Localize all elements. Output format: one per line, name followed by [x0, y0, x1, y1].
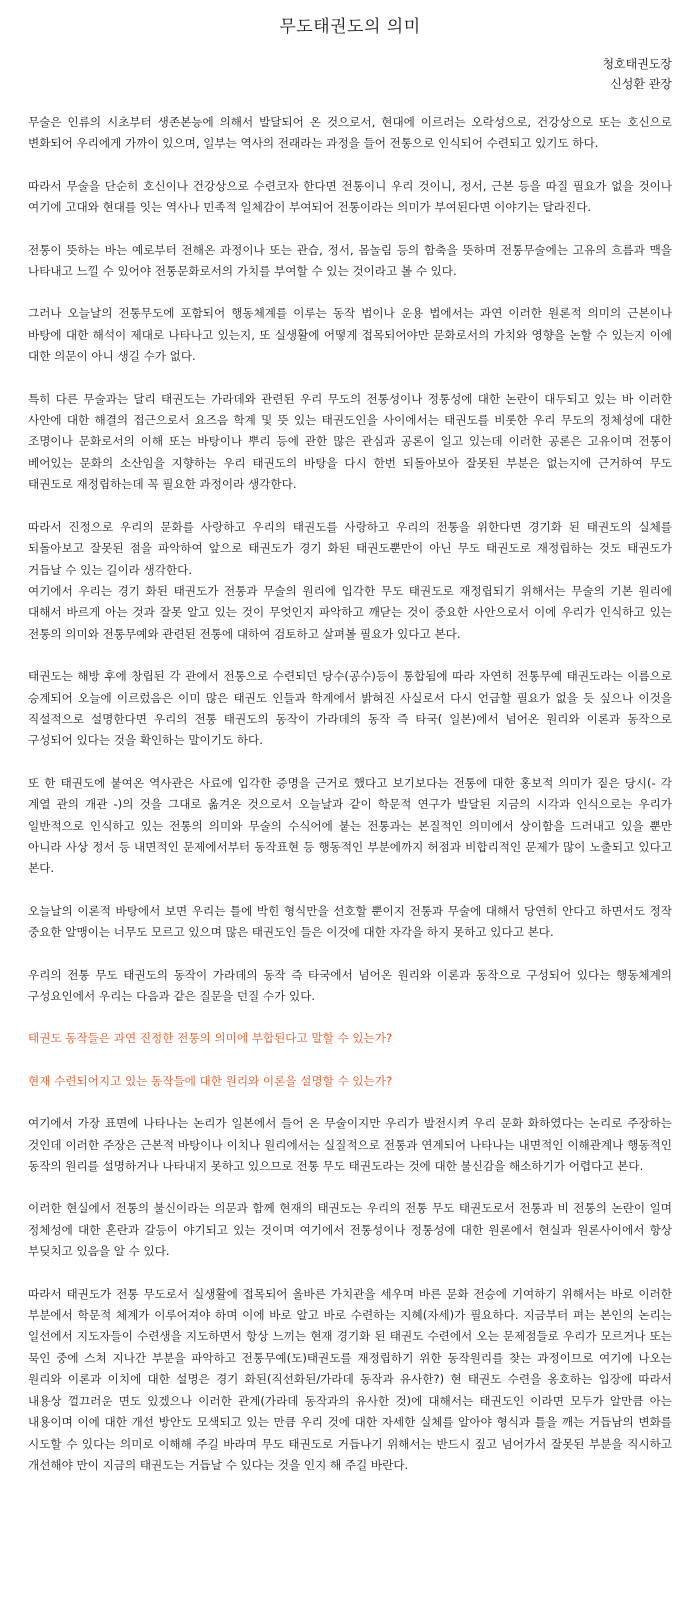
body-paragraph: 오늘날의 이론적 바탕에서 보면 우리는 틀에 박힌 형식만을 선호할 뿐이지 전통과 무술에 대해서 당연히 안다고 하면서도 정작 중요한 알맹이는 너무도 모르고 있으며 많은 태권도인 들은 이것에 대한 자각을 하지 못하고 있다고 본다.	[28, 903, 672, 940]
author-name: 신성환 관장	[610, 77, 672, 91]
page-title: 무도태권도의 의미	[279, 17, 421, 37]
body-paragraph: 또 한 태권도에 붙여온 역사관은 사료에 입각한 증명을 근거로 했다고 보기보다는 전통에 대한 홍보적 의미가 짙은 당시(- 각 계열 관의 개관 -)의 것을 그대로 옮겨온 것으로서 오늘날과 같이 학문적 연구가 발달된 지금의 시각과 인식으로는 우리가 일반적으로 인식하고 있는 전통의 의미와 무술의 수식어에 붙는 전통과는 본질적인 의미에서 상이함을 드러내고 있을 뿐만 아니라 사상 정서 등 내면적인 문제에서부터 동작표현 등 행동적인 부분에까지 허점과 비합리적인 문제가 많이 노출되고 있다고 본다.	[28, 775, 672, 876]
body-paragraph: 따라서 진정으로 우리의 문화를 사랑하고 우리의 태권도를 사랑하고 우리의 전통을 위한다면 경기화 된 태권도의 실체를 되돌아보고 잘못된 점을 파악하여 앞으로 태권도가 경기 화된 태권도뿐만이 아닌 무도 태권도로 재정립하는 것도 태권도가 거듭날 수 있는 길이라 생각한다.	[28, 519, 672, 577]
article-body	[28, 112, 672, 1476]
body-paragraph: 여기에서 우리는 경기 화된 태권도가 전통과 무술의 원리에 입각한 무도 태권도로 재정립되기 위해서는 무술의 기본 원리에 대해서 바르게 아는 것과 잘못 알고 있는 것이 무엇인지 파악하고 깨닫는 것이 중요한 사안으로서 이에 우리가 인식하고 있는 전통의 의미와 전통무예와 관련된 전통에 대하여 검토하고 살펴볼 필요가 있다고 본다.	[28, 583, 672, 641]
body-paragraph: 여기에서 가장 표면에 나타나는 논리가 일본에서 들어 온 무술이지만 우리가 발전시켜 우리 문화 화하였다는 논리로 주장하는 것인데 이러한 주장은 근본적 바탕이나 이치나 원리에서는 실질적으로 전통과 연계되어 나타나는 내면적인 이해관계나 행동적인 동작의 원리를 설명하거나 나타내지 못하고 있으므로 전통 무도 태권도라는 것에 대한 불신감을 해소하기가 어렵다고 본다.	[28, 1116, 672, 1174]
body-paragraph: 이러한 현실에서 전통의 불신이라는 의문과 함께 현재의 태권도는 우리의 전통 무도 태권도로서 전통과 비 전통의 논란이 일며 정체성에 대한 혼란과 갈등이 야기되고 있는 것이며 여기에서 전통성이나 정통성에 대한 원론에서 현실과 원론사이에서 항상 부딪치고 있음을 알 수 있다.	[28, 1201, 672, 1259]
body-paragraph: 우리의 전통 무도 태권도의 동작이 가라데의 동작 즉 타국에서 넘어온 원리와 이론과 동작으로 구성되어 있다는 행동체계의 구성요인에서 우리는 다음과 같은 질문을 던질 수가 있다.	[28, 967, 672, 1003]
highlighted-question: 현재 수련되어지고 있는 동작들에 대한 원리와 이론을 설명할 수 있는가?	[28, 1073, 393, 1088]
body-paragraph: 따라서 무술을 단순히 호신이나 건강상으로 수련코자 한다면 전통이니 우리 것이니, 정서, 근본 등을 따질 필요가 없을 것이나 여기에 고대와 현대를 잇는 역사나 민족적 일체감이 부여되어 전통이라는 의미가 부여된다면 이야기는 달라진다.	[28, 178, 672, 215]
body-paragraph: 따라서 태권도가 전통 무도로서 실생활에 접목되어 올바른 가치관을 세우며 바른 문화 전승에 기여하기 위해서는 바로 이러한 부분에서 학문적 체계가 이루어져야 하며 이에 바로 알고 바로 수련하는 지혜(자세)가 필요하다. 지금부터 펴는 본인의 논리는 일선에서 지도자들이 수련생을 지도하면서 항상 느끼는 현재 경기화 된 태권도 수련에서 오는 문제점들로 우리가 모르거나 또는 묵인 중에 스쳐 지나간 부분을 파악하고 전통무예(도)태권도를 재정립하기 위한 동작원리를 찾는 과정이므로 여기에 나오는 원리와 이론과 이치에 대한 설명은 경기 화된(직선화된/가라데 동작과 유사한?) 현 태권도 수련을 옹호하는 입장에 따라서 내용상 껄끄러운 면도 있겠으나 이러한 관계(가라데 동작과의 유사한 것)에 대해서는 태권도인 이라면 모두가 알만큼 아는 내용이며 이에 대한 개선 방안도 모색되고 있는 만큼 우리 것에 대한 자세한 실체를 알아야 형식과 틀을 깨는 거듭남의 변화를 시도할 수 있다는 의미로 이해해 주길 바라며 무도 태권도로 거듭나기 위해서는 반드시 짚고 넘어가서 잘못된 부분을 직시하고 개선해야 만이 지금의 태권도는 거듭날 수 있다는 것을 인지 해 주길 바란다.	[28, 1286, 672, 1472]
author-organization: 청호태권도장	[602, 57, 672, 71]
body-paragraph: 무술은 인류의 시초부터 생존본능에 의해서 발달되어 온 것으로서, 현대에 이르러는 오락성으로, 건강상으로 또는 호신으로 변화되어 우리에게 가까이 있으며, 일부는 역사의 전래라는 과정을 들어 전통으로 인식되어 수련되고 있기도 하다.	[28, 115, 672, 151]
author-block	[28, 54, 672, 94]
body-paragraph: 태권도는 해방 후에 창립된 각 관에서 전통으로 수련되던 당수(공수)등이 통합됨에 따라 자연히 전통무예 태권도라는 이름으로 승계되어 오늘에 이르렀음은 이미 많은 태권도 인들과 학계에서 밝혀진 사실로서 다시 언급할 필요가 없을 듯 싶으나 이것을 직설적으로 설명한다면 우리의 전통 태권도의 동작이 가라데의 동작 즉 타국( 일본)에서 넘어온 원리와 이론과 동작으로 구성되어 있다는 것을 확인하는 말이기도 하다.	[28, 669, 672, 748]
body-paragraph: 그러나 오늘날의 전통무도에 포함되어 행동체계를 이루는 동작 법이나 운용 법에서는 과연 이러한 원론적 의미의 근본이나 바탕에 대한 해석이 제대로 나타나고 있는지, 또 실생활에 어떻게 접목되어야만 문화로서의 가치와 영향을 논할 수 있는지 이에 대한 의문이 아니 생길 수가 없다.	[28, 306, 672, 364]
body-paragraph: 특히 다른 무술과는 달리 태권도는 가라데와 관련된 우리 무도의 전통성이나 정통성에 대한 논란이 대두되고 있는 바 이러한 사안에 대한 해결의 접근으로서 요즈음 학계 및 뜻 있는 태권도인을 사이에서는 태권도를 비롯한 우리 무도의 정체성에 대한 조명이나 문화로서의 이해 또는 바탕이나 뿌리 등에 관한 많은 관심과 공론이 일고 있는데 이러한 공론은 고유이며 전통이 베어있는 문화의 소산임을 지향하는 우리 태권도의 바탕을 다시 한번 되돌아보아 잘못된 부분은 없는지에 근거하여 무도 태권도로 재정립하는데 꼭 필요한 과정이라 생각한다.	[28, 391, 672, 492]
body-paragraph: 전통이 뜻하는 바는 예로부터 전해온 과정이나 또는 관습, 정서, 몸놀림 등의 함축을 뜻하며 전통무술에는 고유의 흐름과 맥을 나타내고 느낄 수 있어야 전통문화로서의 가치를 부여할 수 있는 것이라고 볼 수 있다.	[28, 242, 672, 279]
highlighted-question: 태권도 동작들은 과연 진정한 전통의 의미에 부합된다고 말할 수 있는가?	[28, 1031, 393, 1046]
